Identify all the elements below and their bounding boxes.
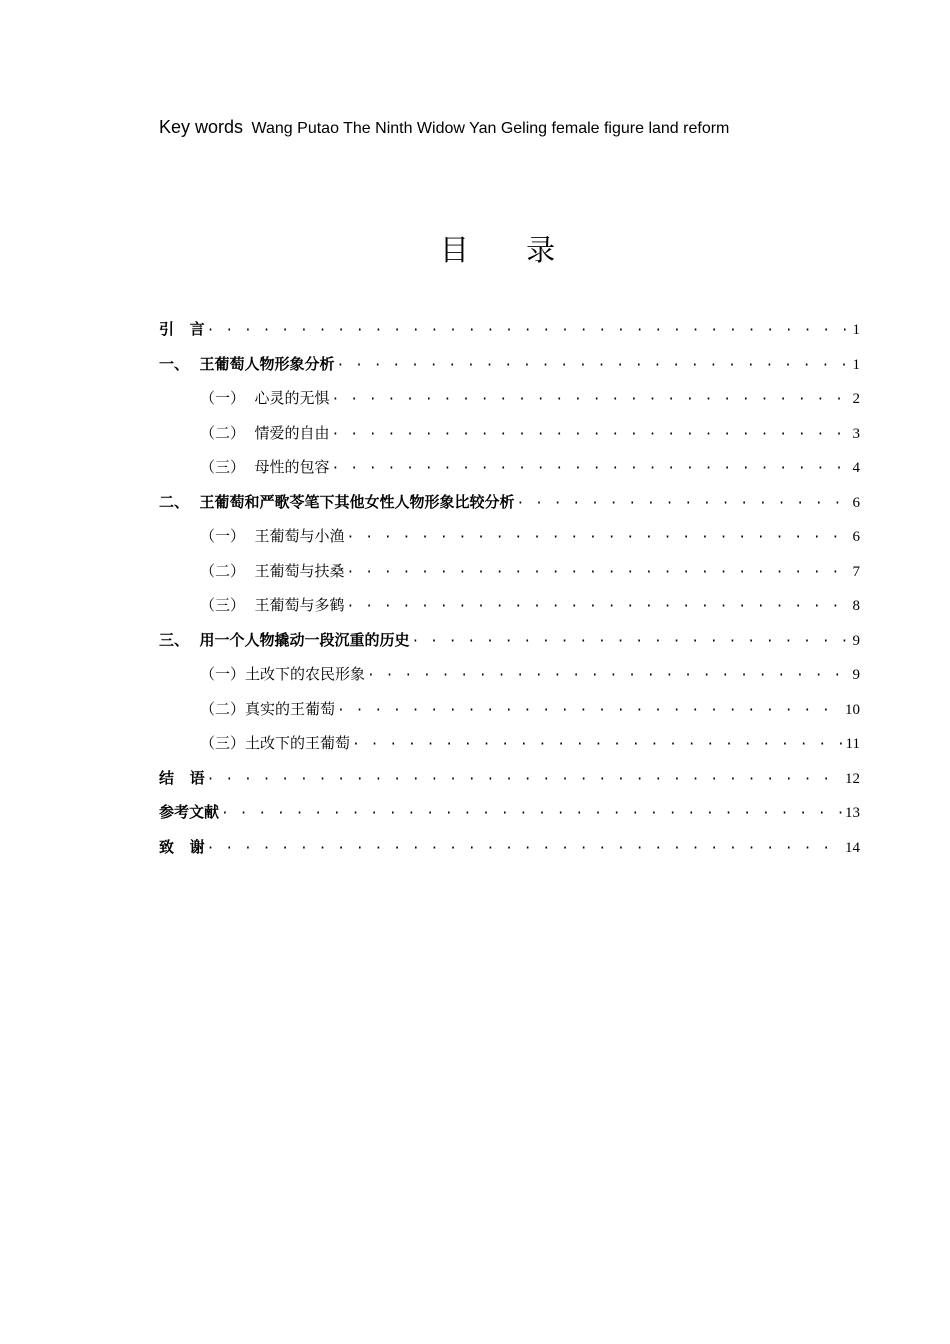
toc-entry[interactable] <box>159 385 860 420</box>
toc-entry[interactable] <box>159 316 860 351</box>
toc-entry-label: （二）真实的王葡萄 <box>200 699 336 718</box>
toc-title: 目 录 <box>439 233 580 267</box>
toc-entry-page: 1 <box>852 356 860 373</box>
toc-entry-page: 9 <box>852 667 860 683</box>
toc-entry[interactable] <box>159 351 860 386</box>
toc-entry-page: 8 <box>852 598 860 614</box>
toc-entry[interactable] <box>159 592 860 627</box>
toc-entry-page: 13 <box>845 805 860 821</box>
dot-leader <box>347 560 851 586</box>
toc-entry[interactable] <box>159 558 860 593</box>
toc-entry-page: 9 <box>852 632 860 649</box>
dot-leader <box>207 767 843 793</box>
toc-entry-label: （二） 情爱的自由 <box>200 423 330 442</box>
table-of-contents <box>159 316 860 868</box>
dot-leader <box>347 525 851 551</box>
toc-entry[interactable] <box>159 730 860 765</box>
toc-entry-label: （三） 王葡萄与多鹤 <box>200 596 345 614</box>
toc-entry-label: 结 语 <box>159 768 205 787</box>
toc-entry-label: （一） 王葡萄与小渔 <box>200 527 345 545</box>
dot-leader <box>332 387 851 413</box>
toc-entry-label: 一、 王葡萄人物形象分析 <box>159 354 335 373</box>
toc-entry-page: 11 <box>845 736 860 752</box>
dot-leader <box>367 663 850 689</box>
dot-leader <box>207 318 851 344</box>
toc-entry-label: 致 谢 <box>159 837 205 856</box>
toc-entry[interactable] <box>159 765 860 800</box>
toc-entry-page: 12 <box>845 770 860 787</box>
dot-leader <box>332 456 851 482</box>
toc-entry-label: 三、 用一个人物撬动一段沉重的历史 <box>159 630 410 649</box>
dot-leader <box>221 801 843 827</box>
toc-entry[interactable] <box>159 489 860 524</box>
toc-entry-page: 3 <box>852 425 860 442</box>
toc-entry[interactable] <box>159 523 860 558</box>
toc-entry-label: 参考文献 <box>159 803 220 821</box>
toc-entry[interactable] <box>159 454 860 489</box>
toc-entry-page: 7 <box>852 563 860 580</box>
keywords-text: Wang Putao The Ninth Widow Yan Geling female figure land reform <box>251 120 730 137</box>
toc-entry[interactable] <box>159 834 860 869</box>
toc-entry-label: （二） 王葡萄与扶桑 <box>200 561 345 580</box>
dot-leader <box>337 698 843 724</box>
dot-leader <box>332 422 851 448</box>
toc-entry-label: （三） 母性的包容 <box>200 458 330 476</box>
toc-entry-page: 2 <box>852 391 860 407</box>
dot-leader <box>347 594 851 620</box>
dot-leader <box>411 629 850 655</box>
toc-entry[interactable] <box>159 420 860 455</box>
toc-entry-label: （三）土改下的王葡萄 <box>200 734 351 752</box>
keywords-line <box>159 114 729 142</box>
keywords-label: Key words <box>159 117 244 137</box>
toc-entry-page: 14 <box>845 839 860 856</box>
toc-entry-page: 6 <box>852 529 860 545</box>
toc-entry-page: 10 <box>845 701 860 718</box>
toc-entry-label: （一） 心灵的无惧 <box>200 389 330 407</box>
toc-entry[interactable] <box>159 799 860 834</box>
toc-entry-label: 引 言 <box>159 320 205 338</box>
dot-leader <box>336 353 850 379</box>
toc-entry[interactable] <box>159 696 860 731</box>
toc-entry-label: 二、 王葡萄和严歌苓笔下其他女性人物形象比较分析 <box>159 492 515 511</box>
dot-leader <box>207 836 843 862</box>
toc-entry-page: 6 <box>852 494 860 511</box>
toc-entry[interactable] <box>159 627 860 662</box>
toc-entry-label: （一）土改下的农民形象 <box>200 665 366 683</box>
toc-entry[interactable] <box>159 661 860 696</box>
toc-entry-page: 1 <box>852 322 860 338</box>
dot-leader <box>352 732 844 758</box>
dot-leader <box>516 491 850 517</box>
toc-entry-page: 4 <box>852 460 860 476</box>
